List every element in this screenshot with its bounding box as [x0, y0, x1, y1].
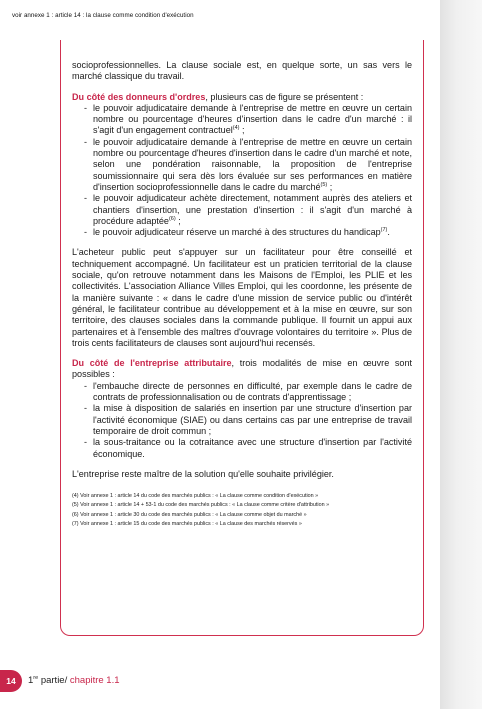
footnote: (5) Voir annexe 1 : article 14 + 53-1 du code des marchés publics : « La clause comme critère d'attribution »: [72, 502, 330, 509]
donneurs-heading: Du côté des donneurs d'ordres: [72, 91, 206, 102]
footnote-ref: (6): [168, 215, 176, 222]
running-header: voir annexe 1 : article 14 : la clause comme condition d'exécution: [12, 12, 194, 19]
entreprise-list: [72, 381, 412, 460]
footnote-ref: (4): [232, 125, 240, 132]
footnote: (4) Voir annexe 1 : article 14 du code des marchés publics : « La clause comme condition d'exécution »: [72, 493, 319, 500]
donneurs-paragraph: [72, 92, 412, 103]
conclusion-paragraph: L'entreprise reste maître de la solution qu'elle souhaite privilégier.: [72, 468, 334, 479]
main-content: [72, 60, 412, 529]
list-item-tail: ;: [327, 181, 333, 192]
acheteur-paragraph: L'acheteur public peut s'appuyer sur un facilitateur pour être conseillé et techniquement accompagné. Un facilitateur est un praticien territorial de la clause sociale, qu'on retrouve notamment dans les Maisons de l'Emploi, les PLIE et les collectivités. L'association Alliance Villes Emploi, qui les coordonne, les présente de la manière suivante : « dans le cadre d'une mission de service public ou d'intérêt général, le facilitateur contribue au développement et à la mise en œuvre, sur son territoire, des clauses sociales dans la commande publique. Il fournit un appui aux partenaires et à l'ensemble des maîtres d'ouvrage volontaires du territoire ». Plus de trois cents facilitateurs de clauses sont aujourd'hui recensés.: [72, 247, 412, 348]
footnote-ref: (7): [380, 227, 388, 234]
list-item: [84, 193, 412, 227]
entreprise-heading: Du côté de l'entreprise attributaire: [72, 358, 232, 369]
list-item: [84, 227, 412, 238]
list-item: - la mise à disposition de salariés en insertion par une structure d'insertion par l'activité économique (SIAE) ou dans certains cas par une entreprise de travail temporaire de droit commun ;: [84, 403, 412, 437]
page-number: 14: [0, 670, 22, 692]
list-item-tail: ;: [175, 215, 181, 226]
list-item-text: le pouvoir adjudicataire demande à l'entreprise de mettre en œuvre un certain nombre ou pourcentage d'heures d'insertion dans le cadre d'un marché : il s'agit d'un engagement contractuel: [93, 102, 412, 136]
list-item-text: le pouvoir adjudicateur achète directement, notamment auprès des ateliers et chantiers d'insertion, une prestation d'insertion : il s'agit d'un marché à procédure adaptée: [93, 193, 412, 226]
intro-paragraph: socioprofessionnelles. La clause sociale est, en quelque sorte, un sas vers le marché classique du travail.: [72, 60, 412, 82]
entreprise-lead: , trois modalités de mise en œuvre sont possibles :: [72, 358, 412, 380]
chapter-label: chapitre 1.1: [69, 675, 120, 686]
list-item: - la sous-traitance ou la cotraitance avec une structure d'insertion par l'activité économique.: [84, 437, 412, 460]
list-item: [84, 103, 412, 137]
entreprise-paragraph: [72, 358, 412, 381]
footnote: (6) Voir annexe 1 : article 30 du code des marchés publics : « La clause comme objet du marché »: [72, 511, 307, 518]
footnotes: [72, 492, 412, 529]
part-suffix: re: [33, 674, 39, 681]
footnote-ref: (5): [320, 181, 328, 188]
list-item-text: le pouvoir adjudicateur réserve un marché à des structures du handicap: [93, 227, 381, 238]
part-text: partie/: [38, 675, 70, 686]
part-number: 1: [28, 675, 34, 686]
list-item-text: le pouvoir adjudicataire demande à l'entreprise de mettre en œuvre un certain nombre ou pourcentage d'heures d'insertion dans le cadre d'un marché et note, selon une pondération raisonnable, la proposition de l'entreprise soumissionnaire qui sera dès lors évaluée sur ses performances en matière d'insertion socioprofessionnelle dans le cadre du marché: [93, 136, 412, 192]
list-item: [84, 137, 412, 193]
donneurs-lead: , plusieurs cas de figure se présentent :: [205, 91, 364, 102]
part-label: [28, 675, 120, 686]
footnote: (7) Voir annexe 1 : article 15 du code des marchés publics : « La clause des marchés réservés »: [72, 520, 302, 527]
list-item-tail: .: [387, 227, 390, 238]
page-footer: [0, 670, 400, 692]
list-item: - l'embauche directe de personnes en difficulté, par exemple dans le cadre de contrats de professionnalisation ou de contrats d'apprentissage ;: [84, 381, 412, 404]
page-gutter: [440, 0, 482, 709]
donneurs-list: [72, 103, 412, 239]
list-item-tail: ;: [239, 125, 245, 136]
